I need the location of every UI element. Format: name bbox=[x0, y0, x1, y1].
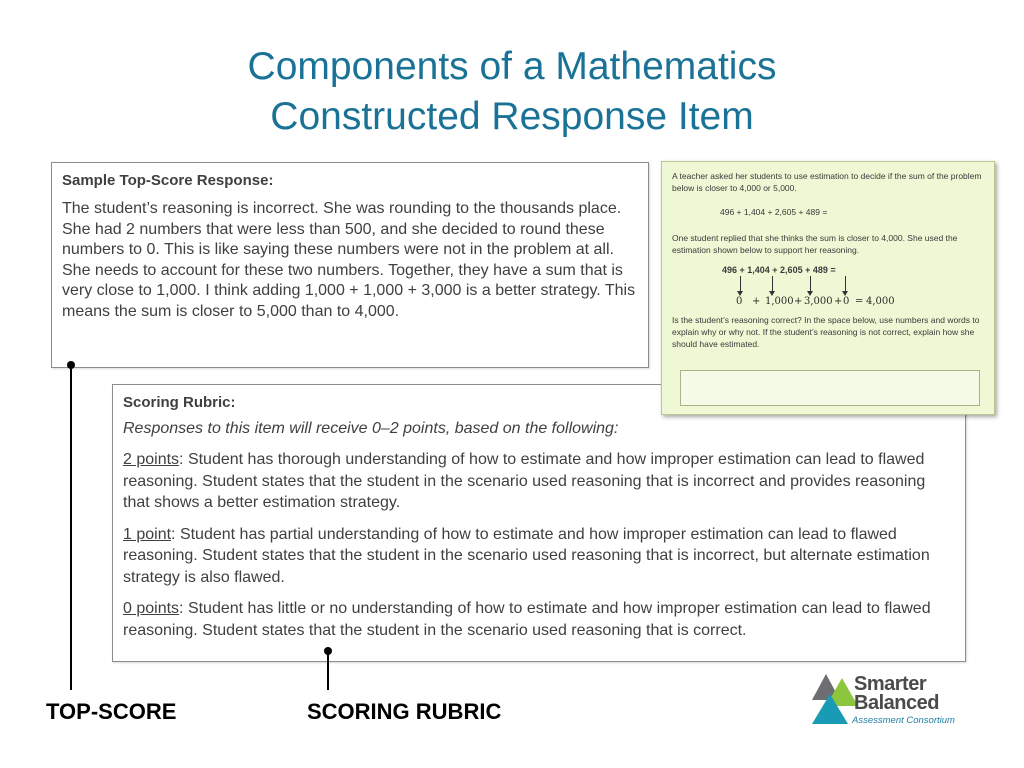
hand-estimate: 1,000 bbox=[765, 296, 794, 307]
sample-response-text: The student’s reasoning is incorrect. She was rounding to the thousands place. She had 2 numbers that were less than 500, and she decided to round these numbers to 0. This is like saying these numbers were not in the problem at all. She needs to account for these two numbers. Together, they have a sum that is very close to 1,000. I think adding 1,000 + 1,000 + 3,000 is a better strategy. This means the sum is closer to 5,000 than to 4,000. bbox=[62, 200, 636, 320]
down-arrow-icon bbox=[845, 276, 846, 292]
hand-plus: + bbox=[752, 296, 761, 307]
item-equation-bold: 496 + 1,404 + 2,605 + 489 = bbox=[722, 265, 836, 275]
scoring-rubric-heading: Scoring Rubric: bbox=[123, 394, 236, 411]
top-score-label: TOP-SCORE bbox=[46, 699, 177, 724]
estimation-work bbox=[712, 276, 984, 310]
item-prompt: A teacher asked her students to use estimation to decide if the sum of the problem below is closer to 4,000 or 5,000. bbox=[672, 171, 982, 193]
top-score-pointer-line bbox=[70, 365, 72, 690]
rubric-item-1-point bbox=[123, 524, 955, 589]
scoring-rubric-intro: Responses to this item will receive 0–2 points, based on the following: bbox=[123, 420, 619, 437]
slide-title-line-2: Constructed Response Item bbox=[270, 95, 754, 138]
logo-word-smarter: Smarter bbox=[854, 673, 927, 695]
smarter-balanced-logo bbox=[812, 672, 982, 728]
hand-estimate: 4,000 bbox=[866, 296, 895, 307]
rubric-item-0-points bbox=[123, 598, 955, 641]
item-equation: 496 + 1,404 + 2,605 + 489 = bbox=[720, 207, 828, 217]
hand-estimate: 0 bbox=[736, 296, 743, 307]
rubric-points-label: 0 points bbox=[123, 600, 180, 617]
answer-input-box[interactable] bbox=[680, 370, 980, 406]
hand-estimate: 3,000 bbox=[804, 296, 833, 307]
rubric-item-text: : Student has partial understanding of how to estimate and how improper estimation can lead to flawed reasoning. Student states that the student in the scenario used reasoning that is incorrect, but alternate estimation strategy is also flawed. bbox=[123, 525, 930, 586]
hand-equals: = bbox=[855, 296, 864, 307]
down-arrow-icon bbox=[772, 276, 773, 292]
sample-item-card bbox=[661, 161, 995, 415]
hand-plus: + bbox=[834, 296, 843, 307]
sample-response-box bbox=[51, 162, 649, 368]
hand-estimate: 0 bbox=[843, 296, 850, 307]
rubric-item-2-points bbox=[123, 449, 955, 514]
scoring-rubric-box bbox=[112, 384, 966, 662]
hand-plus: + bbox=[794, 296, 803, 307]
slide-title-line-1: Components of a Mathematics bbox=[247, 45, 777, 88]
scoring-rubric-label: SCORING RUBRIC bbox=[307, 699, 502, 724]
rubric-points-label: 2 points bbox=[123, 451, 180, 468]
logo-word-balanced: Balanced bbox=[854, 692, 939, 714]
item-student-reply: One student replied that she thinks the sum is closer to 4,000. She used the estimation shown below to support her reasoning. bbox=[672, 233, 958, 255]
down-arrow-icon bbox=[740, 276, 741, 292]
rubric-points-label: 1 point bbox=[123, 525, 172, 543]
rubric-item-text: : Student has thorough understanding of how to estimate and how improper estimation can lead to flawed reasoning. Student states that the student in the scenario used reasoning that is incorrect and provides reasoning that shows a better estimation strategy. bbox=[123, 451, 926, 511]
rubric-item-text: : Student has little or no understanding of how to estimate and how improper estimation can lead to flawed reasoning. Student states that the student in the scenario used reasoning that is correct. bbox=[123, 600, 931, 639]
logo-tagline: Assessment Consortium bbox=[852, 715, 955, 726]
scoring-rubric-pointer-line bbox=[327, 651, 329, 690]
down-arrow-icon bbox=[810, 276, 811, 292]
item-question: Is the student’s reasoning correct? In the space below, use numbers and words to explain why or why not. If the student’s reasoning is not correct, explain how she should have estimated. bbox=[672, 315, 980, 349]
sample-response-heading: Sample Top-Score Response: bbox=[62, 172, 274, 189]
slide-title bbox=[0, 42, 1024, 142]
